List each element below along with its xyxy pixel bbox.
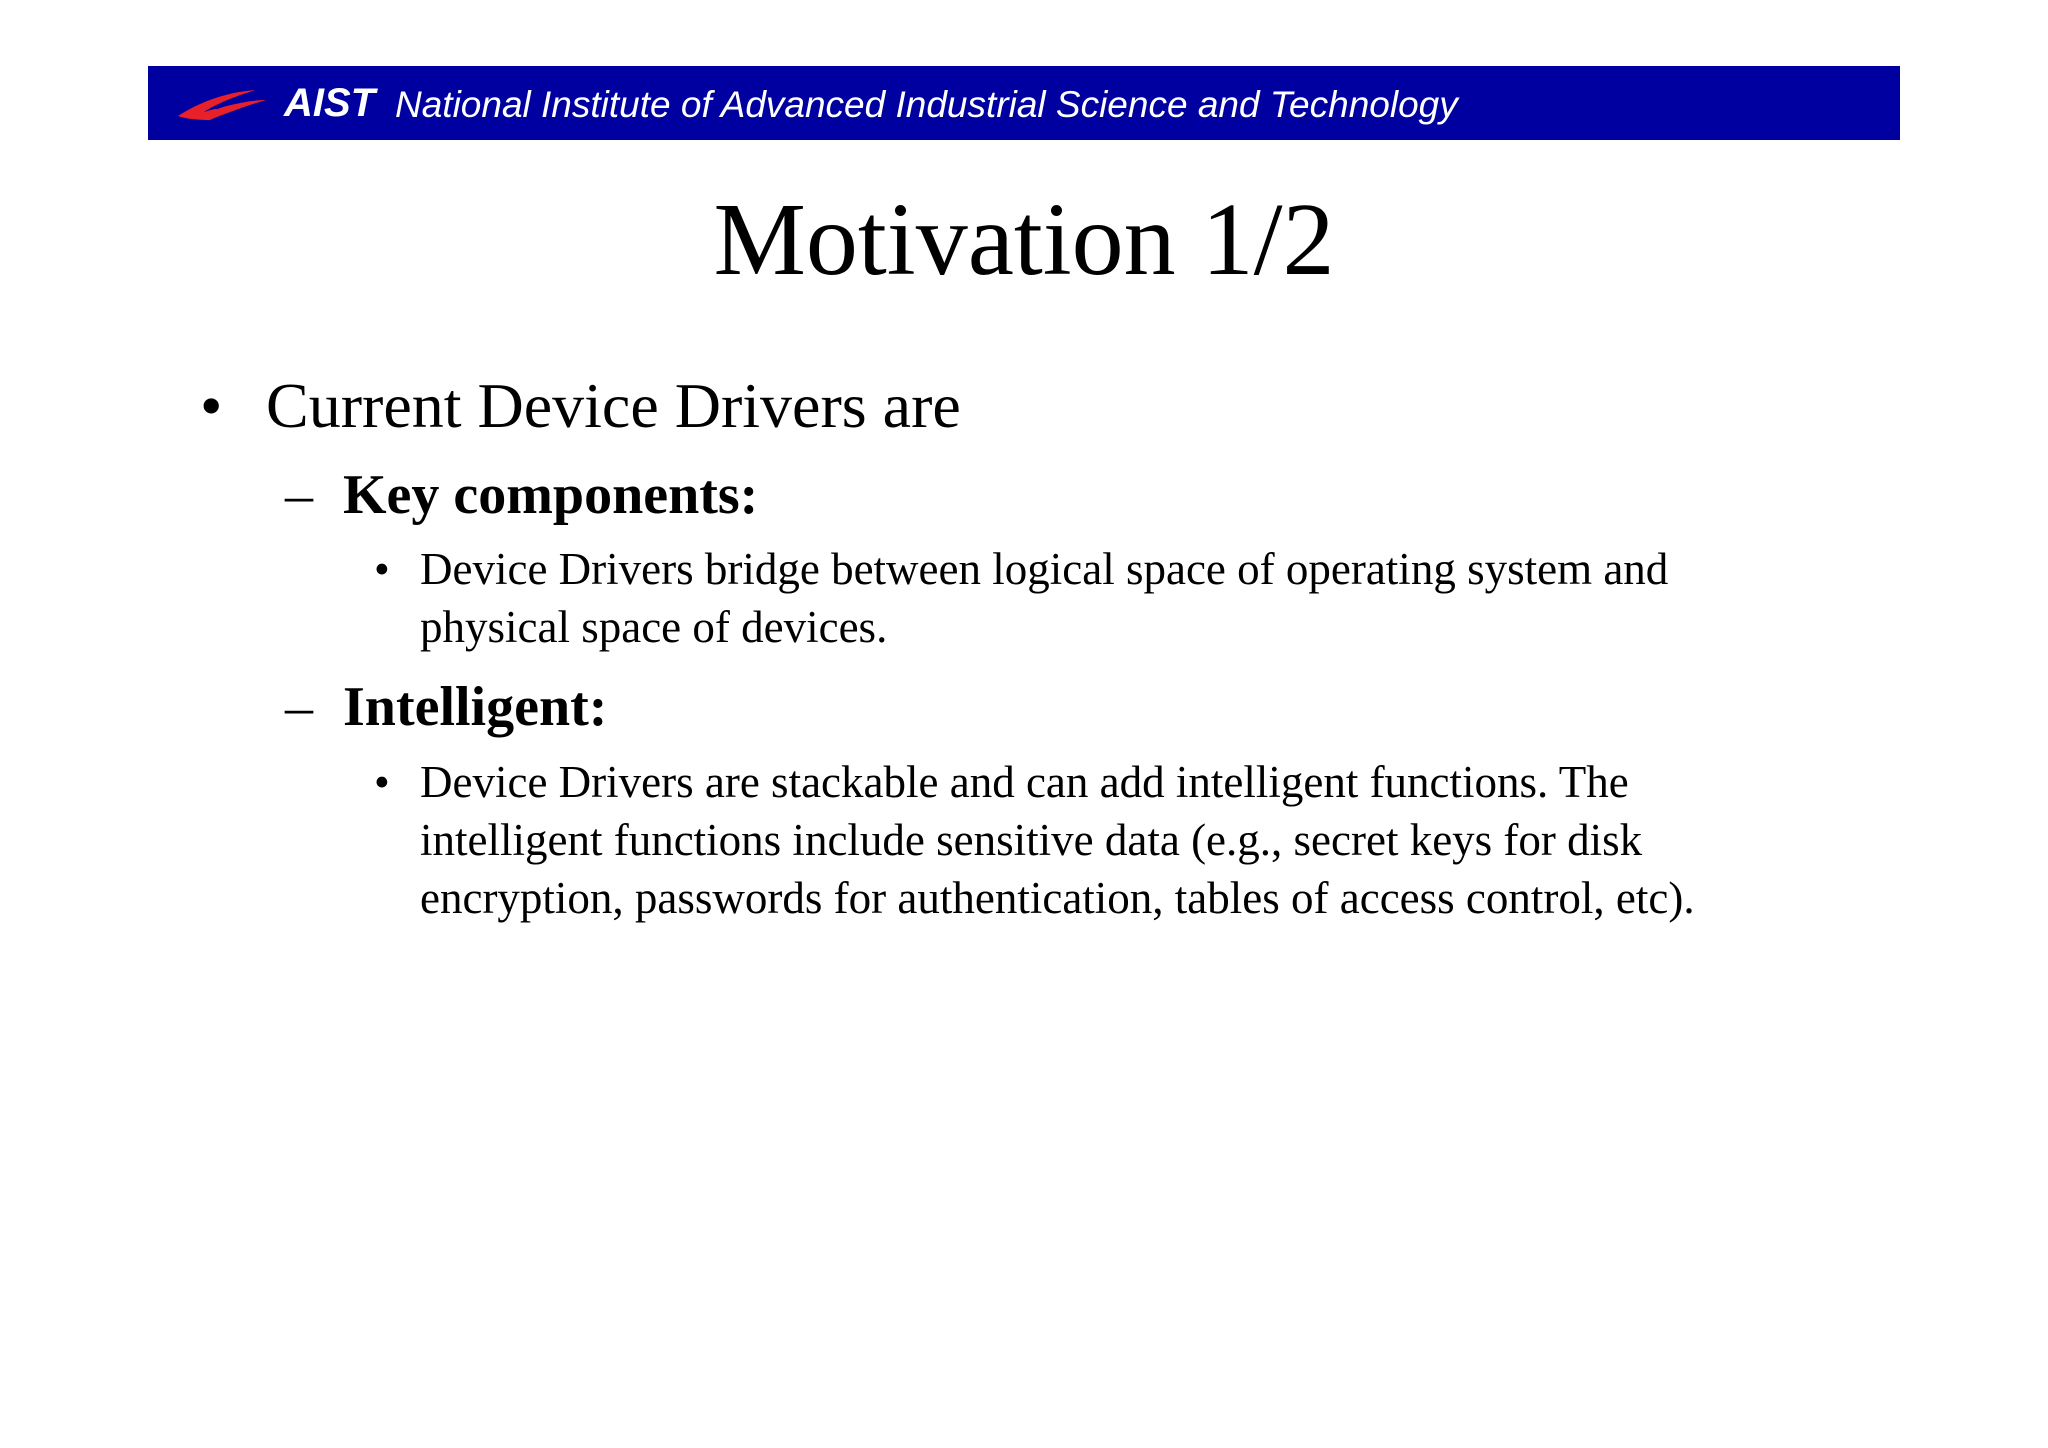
- aist-swoosh-icon: [176, 82, 286, 124]
- header-bar: [148, 66, 1900, 140]
- detail-intelligent: [374, 753, 1854, 927]
- detail-bullet-marker: •: [374, 544, 390, 594]
- aist-logo: [176, 81, 376, 125]
- bullet-text: Current Device Drivers are: [266, 370, 961, 441]
- slide-title: Motivation 1/2: [713, 182, 1335, 297]
- detail-bullet-marker: •: [374, 757, 390, 807]
- institute-name: National Institute of Advanced Industrial Science and Technology: [395, 84, 1458, 125]
- sub-item-heading: Key components:: [343, 464, 759, 526]
- detail-text: Device Drivers bridge between logical space of operating system and physical space of devices.: [420, 544, 1669, 652]
- detail-text: Device Drivers are stackable and can add intelligent functions. The intelligent functions include sensitive data (e.g., secret keys for disk encryption, passwords for authentication, tables of access control, etc).: [420, 757, 1695, 923]
- detail-key-components: [374, 540, 1854, 656]
- dash-marker: –: [285, 676, 313, 738]
- bullet-marker: •: [200, 370, 223, 441]
- sub-item-heading: Intelligent:: [343, 676, 608, 738]
- logo-text: AIST: [284, 81, 376, 125]
- dash-marker: –: [285, 464, 313, 526]
